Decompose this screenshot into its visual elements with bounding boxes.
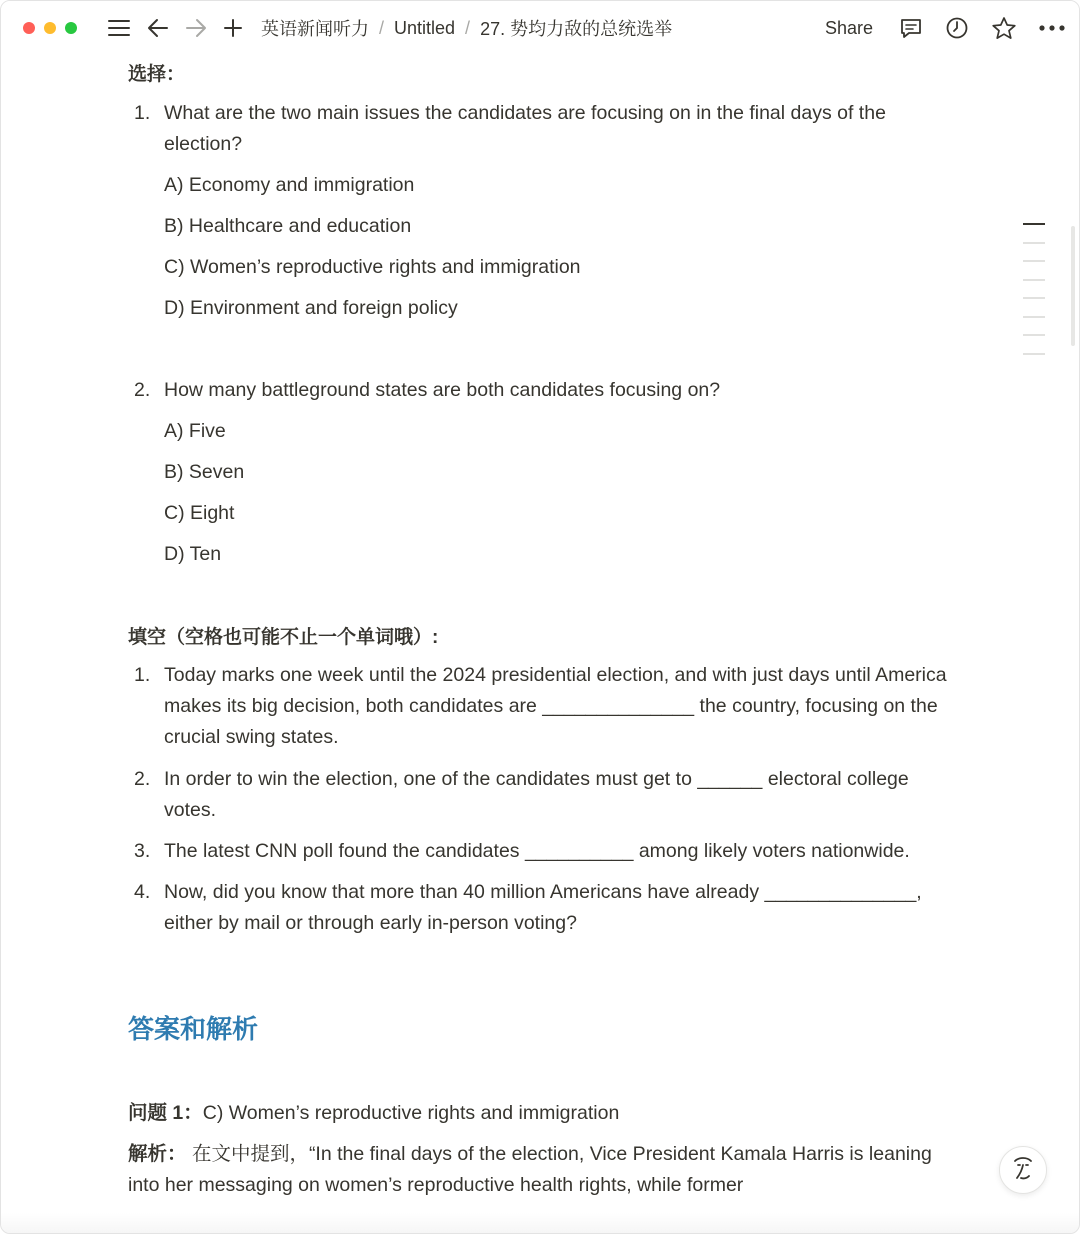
outline-marker[interactable] [1023,316,1045,318]
question-number: 1. [134,102,151,124]
top-bar [1,1,1079,55]
breadcrumb-item-current-page[interactable]: 27. 势均力敌的总统选举 [480,19,673,39]
answer-label: 问题 1： [128,1102,203,1124]
sidebar-menu-icon[interactable] [107,18,131,38]
ai-assistant-button[interactable] [999,1146,1047,1194]
breadcrumb-item-untitled[interactable]: Untitled [394,17,456,38]
more-options-icon[interactable] [1039,24,1065,32]
question-body: How many battleground states are both candidates focusing on? [164,379,721,401]
minimize-window-button[interactable] [44,22,56,34]
fill-text [128,836,948,867]
outline-marker[interactable] [1023,334,1045,336]
question-text [128,98,948,160]
question-text [128,375,948,406]
window-controls [23,22,77,34]
page-content [128,55,948,1201]
choice-section-heading: 选择： [128,64,186,85]
question-number: 2. [134,379,151,401]
answer-q1 [128,1098,948,1129]
zoom-window-button[interactable] [65,22,77,34]
item-number: 4. [134,881,151,903]
option-a: A) Five [164,420,226,442]
answer-analysis [128,1139,948,1201]
back-arrow-icon[interactable] [147,18,169,38]
breadcrumb-item-workspace[interactable]: 英语新闻听力 [261,19,369,39]
close-window-button[interactable] [23,22,35,34]
item-body: In order to win the election, one of the candidates must get to ______ electoral college votes. [164,768,909,821]
bottom-fade [1,1213,1079,1233]
option-d: D) Ten [164,543,222,565]
share-button[interactable]: Share [824,17,873,38]
item-body: Today marks one week until the 2024 presidential election, and with just days until America makes its big decision, both candidates are ______________ the country, focusing on the crucial swing states. [164,664,947,748]
fill-text [128,877,948,939]
breadcrumb [257,15,676,41]
item-body: Now, did you know that more than 40 million Americans have already ______________, either by mail or through early in-person voting? [164,881,922,934]
topbar-actions [825,1,1065,55]
question-body: What are the two main issues the candidates are focusing on in the final days of the election? [164,102,886,155]
analysis-text: 在文中提到，“In the final days of the election, Vice President Kamala Harris is leaning into her messaging on women’s reproductive health rights, while former [128,1143,932,1196]
new-page-plus-icon[interactable] [223,18,243,38]
analysis-label: 解析： [128,1143,187,1165]
option-b: B) Seven [164,461,245,483]
fill-item-1 [128,660,948,753]
outline-marker[interactable] [1023,260,1045,262]
favorite-star-icon[interactable] [991,16,1017,40]
option-a: A) Economy and immigration [164,174,415,196]
assistant-face-icon [1009,1153,1037,1188]
fill-section-heading: 填空（空格也可能不止一个单词哦）: [128,627,439,648]
scrollbar-thumb[interactable] [1071,226,1075,346]
item-number: 2. [134,768,151,790]
answers-heading: 答案和解析 [128,1014,259,1044]
outline-marker[interactable] [1023,297,1045,299]
table-of-contents-outline[interactable] [1023,223,1045,371]
option-d: D) Environment and foreign policy [164,297,458,319]
fill-item-2 [128,764,948,826]
fill-item-3 [128,836,948,867]
outline-marker[interactable] [1023,223,1045,225]
fill-text [128,764,948,826]
item-number: 3. [134,840,151,862]
comments-icon[interactable] [899,16,923,40]
outline-marker[interactable] [1023,279,1045,281]
history-clock-icon[interactable] [945,16,969,40]
outline-marker[interactable] [1023,353,1045,355]
breadcrumb-separator: / [379,17,385,38]
nav-controls [107,18,243,38]
option-c: C) Women’s reproductive rights and immigration [164,256,581,278]
item-body: The latest CNN poll found the candidates __________ among likely voters nationwide. [164,840,910,862]
forward-arrow-icon[interactable] [185,18,207,38]
option-c: C) Eight [164,502,235,524]
fill-text [128,660,948,753]
fill-item-4 [128,877,948,939]
answer-value: C) Women’s reproductive rights and immigration [202,1102,620,1124]
choice-question-1 [128,98,948,324]
option-b: B) Healthcare and education [164,215,412,237]
breadcrumb-separator: / [465,17,471,38]
choice-question-2 [128,375,948,570]
item-number: 1. [134,664,151,686]
outline-marker[interactable] [1023,242,1045,244]
